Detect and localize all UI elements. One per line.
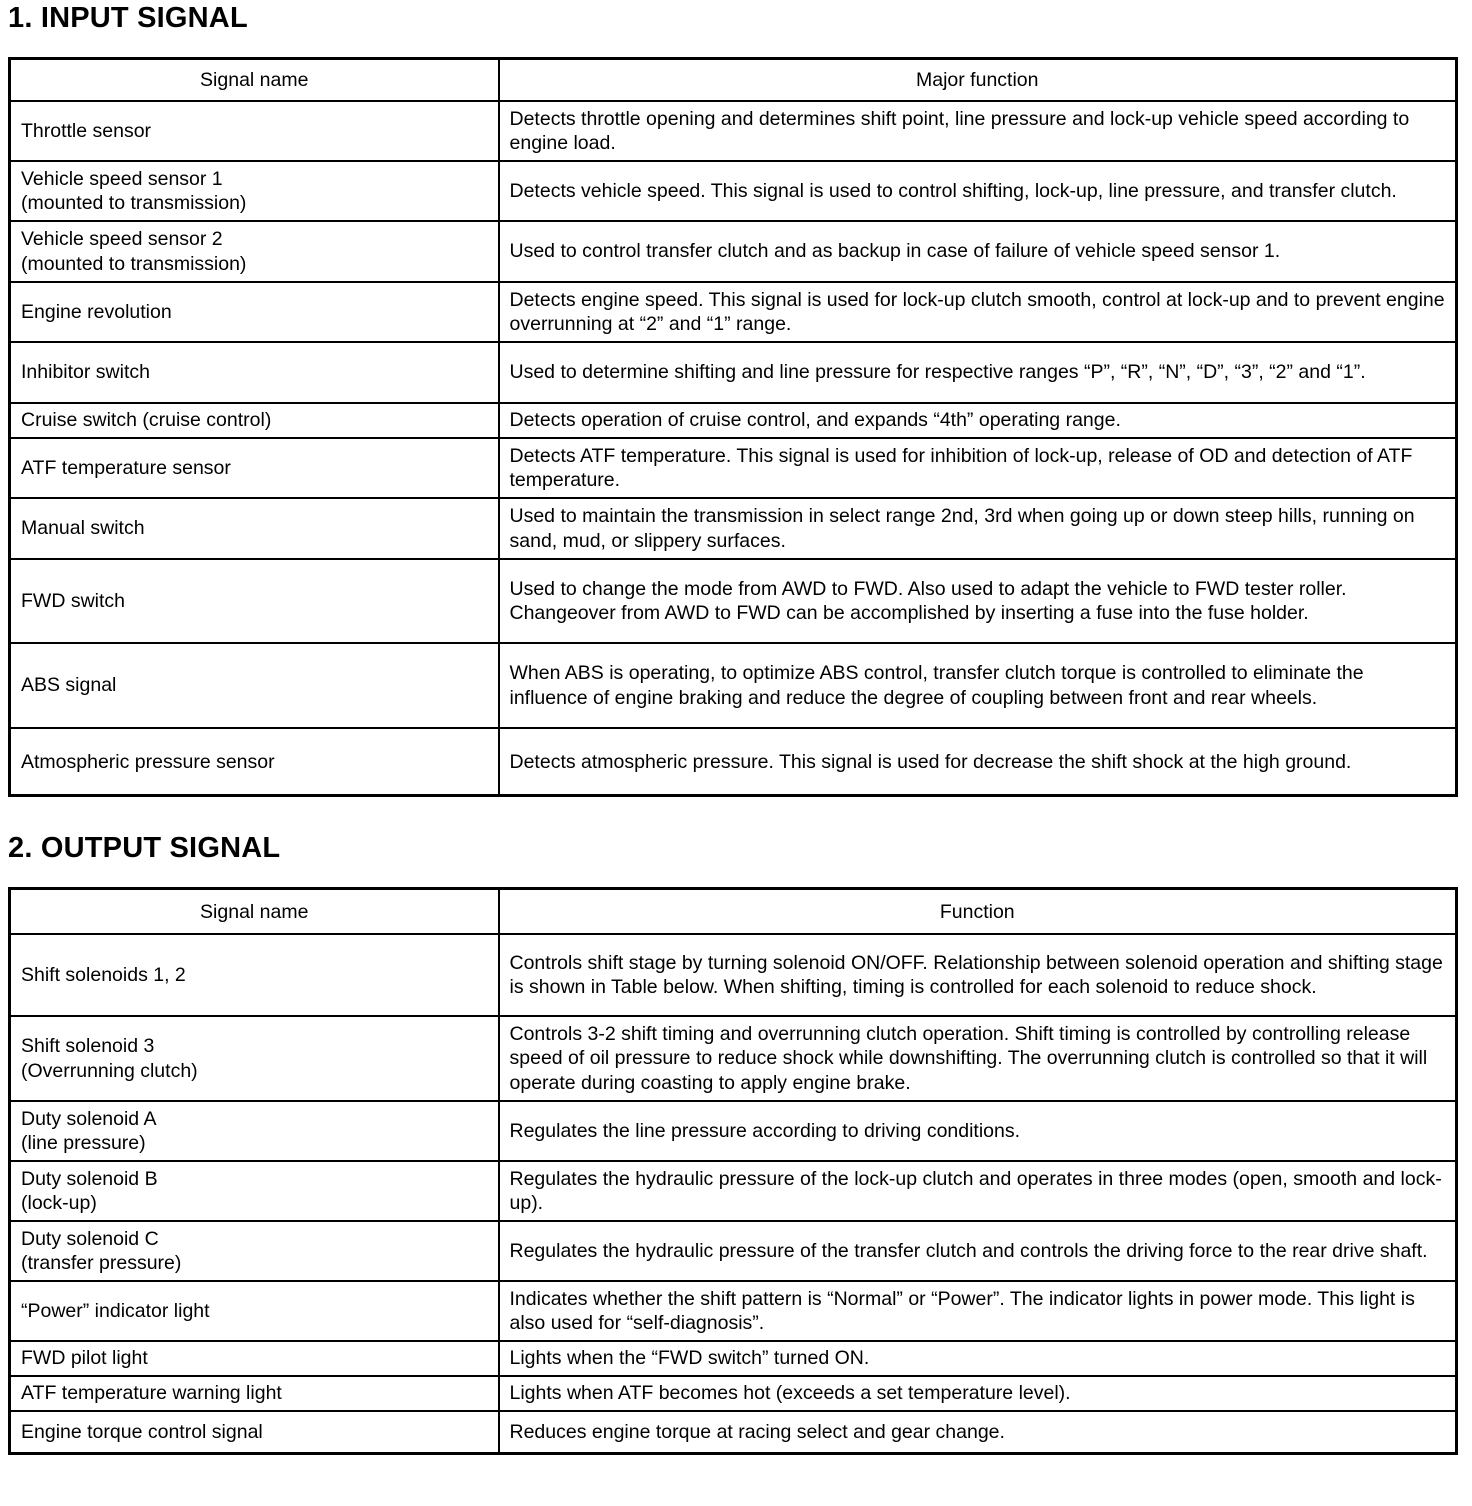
signal-name-text: (line pressure): [21, 1132, 146, 1154]
signal-name-cell: [10, 1016, 499, 1101]
output-signal-table: [8, 887, 1458, 1455]
table-row: [10, 1411, 1457, 1454]
function-cell: Regulates the line pressure according to driving conditions.: [499, 1101, 1457, 1161]
function-cell: Regulates the hydraulic pressure of the transfer clutch and controls the driving force to the rear drive shaft.: [499, 1221, 1457, 1281]
signal-name-text: ATF temperature sensor: [21, 456, 231, 479]
signal-name-cell: [10, 101, 499, 161]
output-signal-title: 2. OUTPUT SIGNAL: [8, 832, 281, 864]
table-row: [10, 1376, 1457, 1411]
signal-name-text: Duty solenoid B: [21, 1167, 158, 1190]
signal-name-text: Manual switch: [21, 517, 145, 540]
table-row: [10, 1341, 1457, 1376]
signal-name-cell: [10, 1281, 499, 1341]
function-cell: When ABS is operating, to optimize ABS control, transfer clutch torque is controlled to eliminate the influence of engine braking and reduce the degree of coupling between front and rear wheels.: [499, 643, 1457, 728]
signal-name-text: (transfer pressure): [21, 1252, 182, 1274]
function-cell: Detects throttle opening and determines shift point, line pressure and lock-up vehicle speed according to engine load.: [499, 101, 1457, 161]
table-row: [10, 342, 1457, 403]
signal-name-text: Cruise switch (cruise control): [21, 409, 272, 432]
signal-name-text: Inhibitor switch: [21, 361, 150, 384]
signal-name-cell: [10, 643, 499, 728]
function-cell: Used to maintain the transmission in select range 2nd, 3rd when going up or down steep hills, running on sand, mud, or slippery surfaces.: [499, 498, 1457, 559]
table-row: [10, 161, 1457, 221]
table-row: [10, 1221, 1457, 1281]
function-cell: Detects atmospheric pressure. This signal is used for decrease the shift shock at the high ground.: [499, 728, 1457, 796]
signal-name-cell: [10, 1376, 499, 1411]
function-cell: Reduces engine torque at racing select and gear change.: [499, 1411, 1457, 1454]
signal-name-cell: [10, 403, 499, 438]
signal-name-text: Throttle sensor: [21, 119, 152, 142]
function-cell: Detects engine speed. This signal is used for lock-up clutch smooth, control at lock-up and to prevent engine overrunning at “2” and “1” range.: [499, 282, 1457, 342]
signal-name-cell: [10, 559, 499, 643]
table-row: [10, 1161, 1457, 1221]
signal-name-text: ABS signal: [21, 674, 117, 697]
function-cell: Indicates whether the shift pattern is “Normal” or “Power”. The indicator lights in power mode. This light is also used for “self-diagnosis”.: [499, 1281, 1457, 1341]
table-row: [10, 1101, 1457, 1161]
signal-name-text: (lock-up): [21, 1192, 97, 1214]
function-cell: Detects operation of cruise control, and expands “4th” operating range.: [499, 403, 1457, 438]
function-cell: Used to determine shifting and line pressure for respective ranges “P”, “R”, “N”, “D”, “3”, “2” and “1”.: [499, 342, 1457, 403]
signal-name-text: FWD switch: [21, 589, 125, 612]
table-header-row: [10, 889, 1457, 934]
signal-name-text: (Overrunning clutch): [21, 1059, 198, 1082]
table-header-row: [10, 59, 1457, 101]
table-row: [10, 1016, 1457, 1101]
signal-name-text: Shift solenoids 1, 2: [21, 963, 186, 986]
column-header-function: Function: [499, 889, 1457, 934]
signal-name-cell: [10, 282, 499, 342]
signal-name-cell: [10, 221, 499, 282]
function-cell: Controls shift stage by turning solenoid ON/OFF. Relationship between solenoid operation and shifting stage is shown in Table below. When shifting, timing is controlled for each solenoid to reduce shock.: [499, 934, 1457, 1016]
signal-name-text: FWD pilot light: [21, 1347, 148, 1370]
signal-name-cell: [10, 342, 499, 403]
signal-name-cell: [10, 1341, 499, 1376]
table-row: [10, 1281, 1457, 1341]
input-signal-table: [8, 57, 1458, 797]
function-cell: Used to control transfer clutch and as backup in case of failure of vehicle speed sensor 1.: [499, 221, 1457, 282]
function-cell: Controls 3-2 shift timing and overrunning clutch operation. Shift timing is controlled by controlling release speed of oil pressure to reduce shock while downshifting. The overrunning clutch is controlled so that it will operate during coasting to apply engine brake.: [499, 1016, 1457, 1101]
table-row: [10, 438, 1457, 498]
signal-name-text: “Power” indicator light: [21, 1299, 210, 1322]
function-cell: Regulates the hydraulic pressure of the lock-up clutch and operates in three modes (open, smooth and lock-up).: [499, 1161, 1457, 1221]
table-row: [10, 728, 1457, 796]
signal-name-text: Duty solenoid C: [21, 1227, 159, 1250]
signal-name-text: Duty solenoid A: [21, 1107, 157, 1130]
table-row: [10, 559, 1457, 643]
function-cell: Lights when ATF becomes hot (exceeds a set temperature level).: [499, 1376, 1457, 1411]
signal-name-cell: [10, 161, 499, 221]
input-signal-title: 1. INPUT SIGNAL: [8, 2, 248, 34]
table-row: [10, 403, 1457, 438]
signal-name-cell: [10, 934, 499, 1016]
signal-name-text: Engine torque control signal: [21, 1421, 263, 1443]
signal-name-cell: [10, 438, 499, 498]
signal-name-text: ATF temperature warning light: [21, 1382, 282, 1405]
column-header-signal-name: Signal name: [10, 59, 499, 101]
signal-name-cell: [10, 1411, 499, 1454]
table-row: [10, 934, 1457, 1016]
signal-name-cell: [10, 1161, 499, 1221]
signal-name-cell: [10, 728, 499, 796]
signal-name-text: Atmospheric pressure sensor: [21, 750, 275, 773]
signal-name-text: (mounted to transmission): [21, 252, 247, 275]
table-row: [10, 221, 1457, 282]
function-cell: Detects ATF temperature. This signal is used for inhibition of lock-up, release of OD and detection of ATF temperature.: [499, 438, 1457, 498]
signal-name-cell: [10, 1101, 499, 1161]
signal-name-cell: [10, 1221, 499, 1281]
function-cell: Detects vehicle speed. This signal is used to control shifting, lock-up, line pressure, and transfer clutch.: [499, 161, 1457, 221]
table-row: [10, 282, 1457, 342]
function-cell: Lights when the “FWD switch” turned ON.: [499, 1341, 1457, 1376]
table-row: [10, 643, 1457, 728]
signal-name-text: Vehicle speed sensor 2: [21, 228, 223, 250]
signal-name-text: Shift solenoid 3: [21, 1035, 155, 1057]
signal-name-text: Vehicle speed sensor 1: [21, 167, 223, 190]
table-row: [10, 498, 1457, 559]
column-header-major-function: Major function: [499, 59, 1457, 101]
signal-name-cell: [10, 498, 499, 559]
function-cell: Used to change the mode from AWD to FWD. Also used to adapt the vehicle to FWD tester roller. Changeover from AWD to FWD can be accomplished by inserting a fuse into the fuse holder.: [499, 559, 1457, 643]
column-header-signal-name: Signal name: [10, 889, 499, 934]
table-row: [10, 101, 1457, 161]
signal-name-text: (mounted to transmission): [21, 192, 247, 214]
signal-name-text: Engine revolution: [21, 300, 172, 323]
